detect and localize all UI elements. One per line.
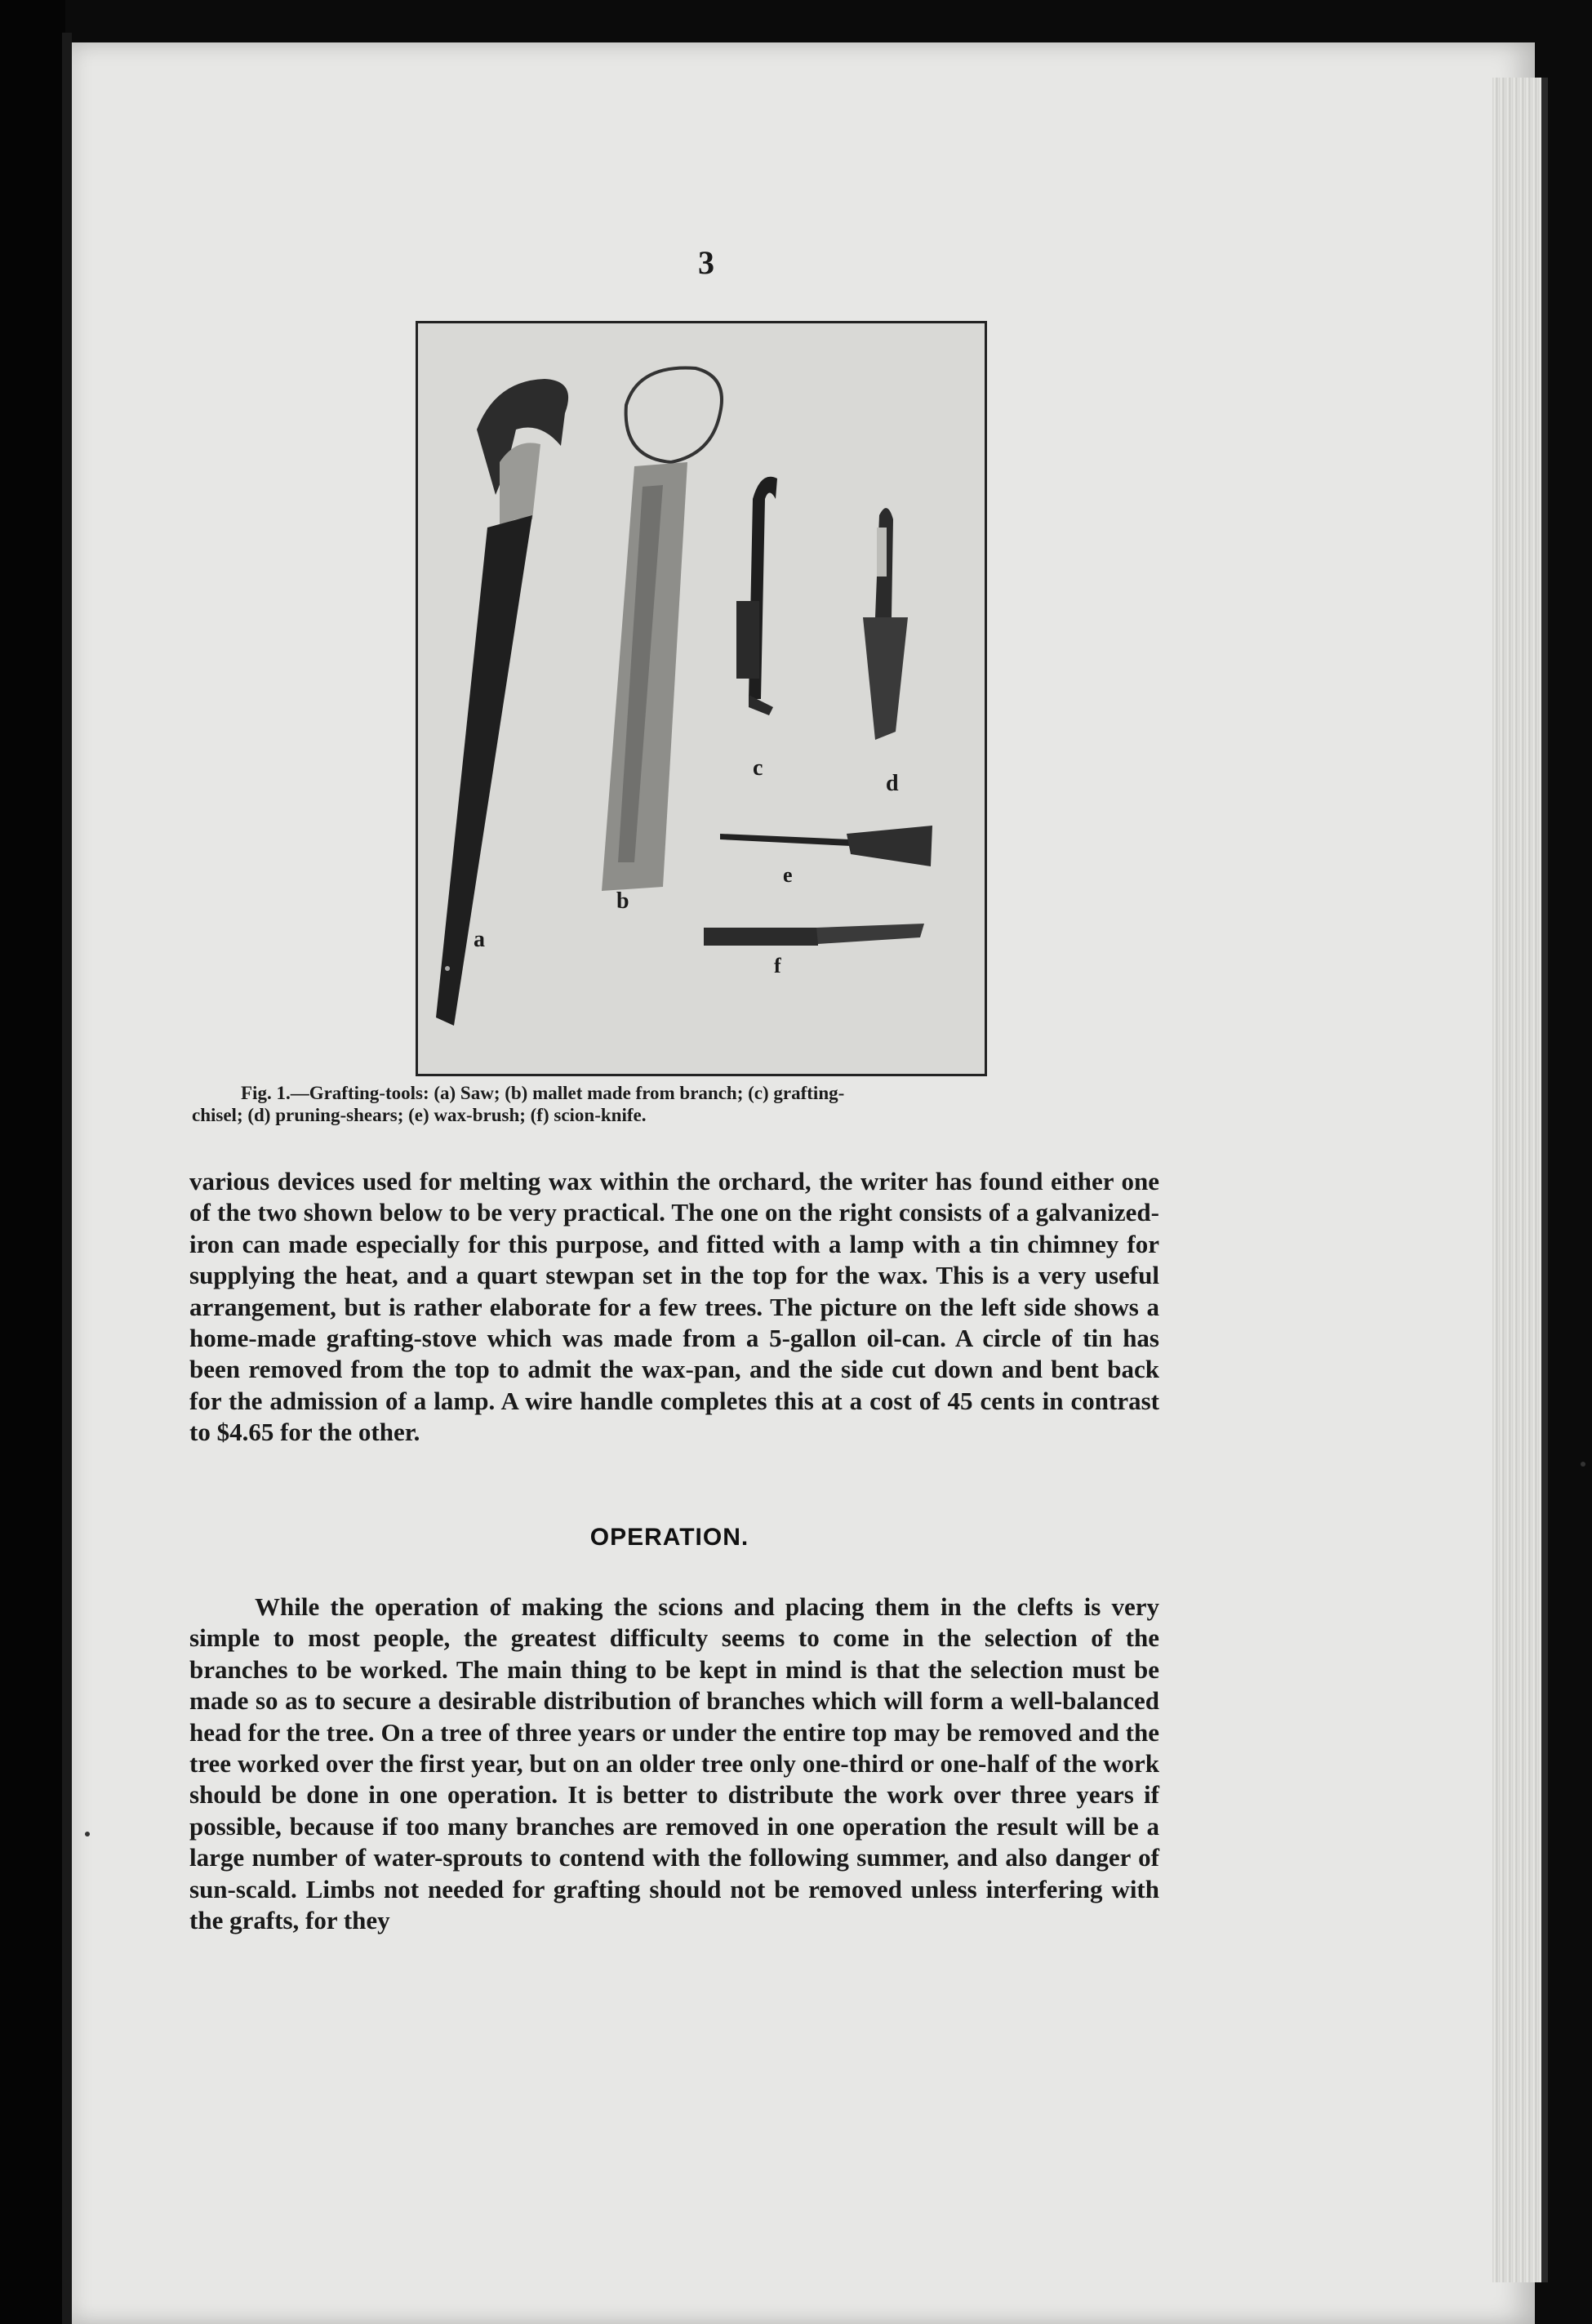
figure-label-e: e bbox=[783, 863, 793, 887]
page-number: 3 bbox=[698, 244, 714, 281]
body-paragraph-1 bbox=[189, 1166, 1159, 1449]
figure-label-a: a bbox=[474, 927, 485, 952]
caption-line-2: chisel; (d) pruning-shears; (e) wax-brush; (f) scion-knife. bbox=[192, 1105, 647, 1125]
page-edge-stack bbox=[1492, 78, 1541, 2282]
figure-photo bbox=[418, 323, 985, 1074]
figure-label-c: c bbox=[753, 755, 763, 781]
figure-label-d: d bbox=[886, 771, 899, 796]
paragraph-text: While the operation of making the scions and placing them in the clefts is very simple to most people, the greatest difficulty seems to come in the selection of the branches to be worked. The main thing to be kept in mind is that the selection must be made so as to secure a desirable distribution of branches which will form a well-balanced head for the tree. On a tree of three years or under the entire top may be removed and the tree worked over the first year, but on an older tree only one-third or one-half of the work should be done in one operation. It is better to distribute the work over three years if possible, because if too many branches are removed in one operation the result will be a large number of water-sprouts to contend with the following summer, and also danger of sun-scald. Limbs not needed for grafting should not be removed unless interfering with the grafts, for they bbox=[189, 1592, 1159, 1935]
caption-line-1: Fig. 1.—Grafting-tools: (a) Saw; (b) mallet made from branch; (c) grafting- bbox=[241, 1083, 845, 1103]
figure-label-f: f bbox=[774, 954, 781, 977]
scan-speck bbox=[1581, 1462, 1585, 1467]
figure-label-b: b bbox=[616, 888, 629, 914]
scan-speck bbox=[85, 1832, 90, 1836]
section-heading: OPERATION. bbox=[589, 1524, 749, 1551]
page-edge-shadow bbox=[1541, 78, 1548, 2282]
gutter-line bbox=[62, 33, 72, 2324]
book-spine-shadow bbox=[0, 0, 65, 2324]
figure-caption bbox=[192, 1082, 1155, 1126]
paragraph-text: various devices used for melting wax within the orchard, the writer has found either one of the two shown below to be very practical. The one on the right consists of a galvanized-iron can made especially for this purpose, and fitted with a lamp with a tin chimney for supplying the heat, and a quart stewpan set in the top for the wax. This is a very useful arrangement, but is rather elaborate for a few trees. The picture on the left side shows a home-made grafting-stove which was made from a 5-gallon oil-can. A circle of tin has been removed from the top to admit the wax-pan, and the side cut down and bent back for the admission of a lamp. A wire handle completes this at a cost of 45 cents in contrast to $4.65 for the other. bbox=[189, 1167, 1159, 1447]
body-paragraph-2 bbox=[189, 1592, 1159, 1936]
figure-grafting-tools bbox=[416, 321, 987, 1076]
